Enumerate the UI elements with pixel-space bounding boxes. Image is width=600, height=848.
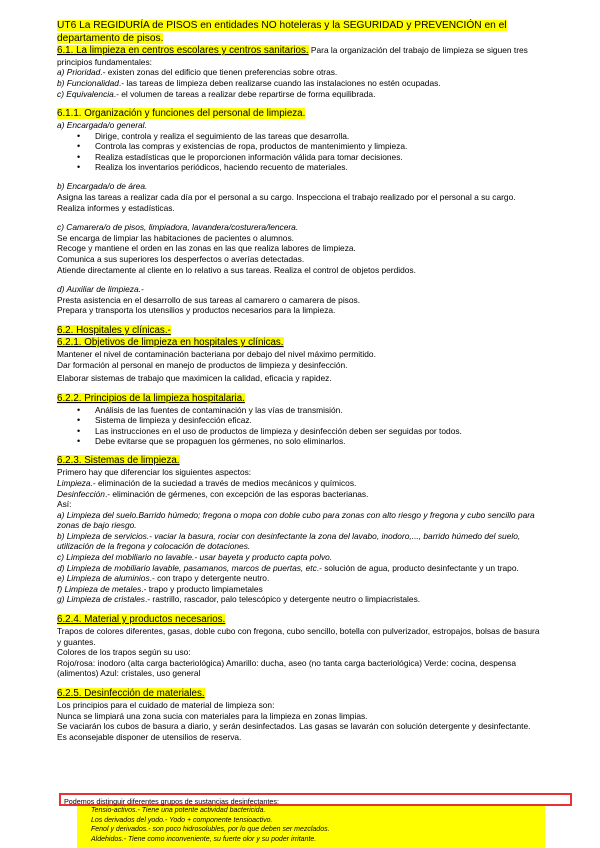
disinfection-text: Nunca se limpiará una zona sucia con materiales para la limpieza en zonas limpias. <box>57 710 368 721</box>
material-text: (alimentos) Azul: cristales, uso general <box>57 668 201 679</box>
material-text: y guantes. <box>57 636 96 647</box>
list-item: • Realiza los inventarios periódicos, haciendo recuento de materiales. <box>57 162 579 172</box>
role-label: c) Camarera/o de pisos, limpiadora, lavandera/costurera/lencera. <box>57 222 299 233</box>
section-6-2-5-heading: 6.2.5. Desinfección de materiales. <box>57 688 205 699</box>
system-item: c) Limpieza del mobiliario no lavable.- usar bayeta y producto capta polvo. <box>57 552 333 563</box>
section-6-2-4-heading: 6.2.4. Material y productos necesarios. <box>57 614 226 626</box>
section-6-1-intro-text: Para la organización del trabajo de limpieza se siguen tres <box>308 45 528 56</box>
role-label: b) Encargada/o de área. <box>57 181 148 192</box>
list-item: • Controla las compras y existencias de ropa, productos de mantenimiento y limpieza. <box>57 141 579 151</box>
list-item: • Debe evitarse que se propaguen los gérmenes, no solo eliminarlos. <box>57 436 579 446</box>
objective-text: Elaborar sistemas de trabajo que maximicen la calidad, eficacia y rapidez. <box>57 373 332 384</box>
list-item: • Sistema de limpieza y desinfección eficaz. <box>57 415 579 425</box>
section-6-1-intro-line2: principios fundamentales: <box>57 56 152 67</box>
systems-intro: Primero hay que diferenciar los siguientes aspectos: <box>57 467 252 478</box>
disinfectant-groups-box <box>59 793 572 806</box>
role-text: Atiende directamente al cliente en lo relativo a sus tareas. Realiza el control de objetos perdidos. <box>57 264 416 275</box>
list-item: • Las instrucciones en el uso de productos de limpieza y desinfección deben ser seguidas por todos. <box>57 426 579 436</box>
system-item: g) Limpieza de cristales.- rastrillo, rascador, palo telescópico y detergente neutro o limpiacristales. <box>57 594 421 605</box>
system-item: b) Limpieza de servicios.- vaciar la basura, rociar con desinfectante la zona del lavabo, inodoro,..., barrido húmedo del suelo, <box>57 530 521 541</box>
role-text: Recoge y mantiene el orden en las zonas en las que realiza labores de limpieza. <box>57 243 356 254</box>
document-page <box>57 20 579 742</box>
role-text: Realiza informes y estadísticas. <box>57 202 175 213</box>
section-6-1-intro <box>57 45 579 57</box>
principles-list <box>57 405 579 447</box>
system-item: d) Limpieza de mobiliario lavable, pasamanos, marcos de puertas, etc.- solución de agua, producto desinfectante y un trapo. <box>57 562 519 573</box>
group-item: Los derivados del yodo.- Yodo + componente tensioactivo. <box>91 816 273 824</box>
principle-item: a) Prioridad.- existen zonas del edificio que tienen preferencias sobre otras. <box>57 67 338 78</box>
disinfectant-groups-title: Podemos distinguir diferentes grupos de sustancias desinfectantes: <box>64 797 279 806</box>
disinfectant-groups-list <box>77 806 545 848</box>
title-line-2: departamento de pisos. <box>57 32 164 44</box>
title-line-1: UT6 La REGIDURÍA de PISOS en entidades NO hoteleras y la SEGURIDAD y PREVENCIÓN en el <box>57 20 507 31</box>
principle-item: b) Funcionalidad.- las tareas de limpieza deben realizarse cuando las instalaciones no estén ocupadas. <box>57 77 441 88</box>
section-6-2-1-heading: 6.2.1. Objetivos de limpieza en hospitales y clínicas. <box>57 336 284 348</box>
disinfection-text: Se vaciarán los cubos de basura a diario, y serán desinfectados. Las gasas se lavarán con solución detergente y desinfectante. <box>57 721 531 732</box>
section-6-2-3-heading: 6.2.3. Sistemas de limpieza. <box>57 455 180 467</box>
role-text: Se encarga de limpiar las habitaciones de pacientes o alumnos. <box>57 232 294 243</box>
role-text: Presta asistencia en el desarrollo de sus tareas al camarero o camarera de pisos. <box>57 294 361 305</box>
section-6-2-heading: 6.2. Hospitales y clínicas.- <box>57 324 171 336</box>
role-label: a) Encargada/o general. <box>57 120 147 131</box>
group-item: Aldehidos.- Tiene como inconveniente, su fuerte olor y su poder irritante. <box>91 835 317 843</box>
material-text: Rojo/rosa: inodoro (alta carga bacteriológica) Amarillo: ducha, aseo (no tanta carga bacteriológica) Verde: cocina, despensa <box>57 657 517 668</box>
disinfection-text: Los principios para el cuidado de material de limpieza son: <box>57 700 275 710</box>
system-item: zonas de bajo riesgo. <box>57 520 137 531</box>
material-text: Trapos de colores diferentes, gasas, doble cubo con fregona, cubo sencillo, botella con pulverizador, estropajos, bolsas de basura <box>57 626 540 637</box>
material-text: Colores de los trapos según su uso: <box>57 647 191 658</box>
list-item: • Dirige, controla y realiza el seguimiento de las tareas que desarrolla. <box>57 131 579 141</box>
definition-limpieza: Limpieza.- eliminación de la suciedad a través de medios mecánicos y químicos. <box>57 477 357 488</box>
disinfection-text: Es aconsejable disponer de utensilios de reserva. <box>57 731 242 742</box>
system-item: utilización de la fregona y colocación de dotaciones. <box>57 541 251 552</box>
role-text: Asigna las tareas a realizar cada día por el personal a su cargo. Inspecciona el trabajo realizado por el personal a su cargo. <box>57 191 516 202</box>
definition-desinfeccion: Desinfección.- eliminación de gérmenes, con excepción de las esporas bacterianas. <box>57 488 369 499</box>
objective-text: Dar formación al personal en manejo de productos de limpieza y desinfección. <box>57 359 348 370</box>
role-text: Prepara y transporta los utensilios y productos necesarios para la limpieza. <box>57 305 336 316</box>
objective-text: Mantener el nivel de contaminación bacteriana por debajo del nivel máximo permitido. <box>57 348 376 359</box>
group-item: Tensio-activos.- Tiene una potente actividad bactericida. <box>91 807 266 814</box>
system-item: f) Limpieza de metales.- trapo y producto limpiametales <box>57 583 263 594</box>
list-item: • Realiza estadísticas que le proporcionen información válida para tomar decisiones. <box>57 152 579 162</box>
list-item: • Análisis de las fuentes de contaminación y las vías de transmisión. <box>57 405 579 415</box>
document-title <box>57 20 579 45</box>
asi-label: Así: <box>57 499 72 510</box>
system-item: e) Limpieza de aluminios.- con trapo y detergente neutro. <box>57 573 270 584</box>
section-6-1-heading: 6.1. La limpieza en centros escolares y centros sanitarios. <box>57 45 309 57</box>
section-6-1-1-heading: 6.1.1. Organización y funciones del personal de limpieza. <box>57 108 306 120</box>
role-a-list <box>57 131 579 173</box>
group-item: Fenol y derivados.- son poco hidrosolubles, por lo que deben ser mezclados. <box>91 826 330 834</box>
principle-item: c) Equivalencia.- el volumen de tareas a realizar debe repartirse de forma equilibrada. <box>57 88 376 99</box>
role-label: d) Auxiliar de limpieza.- <box>57 284 144 295</box>
role-text: Comunica a sus superiores los desperfectos o averías detectadas. <box>57 253 305 264</box>
section-6-2-2-heading: 6.2.2. Principios de la limpieza hospitalaria. <box>57 392 245 404</box>
system-item: a) Limpieza del suelo.Barrido húmedo; fregona o mopa con doble cubo para zonas con alto riesgo y fregona y cubo sencillo para <box>57 509 535 520</box>
